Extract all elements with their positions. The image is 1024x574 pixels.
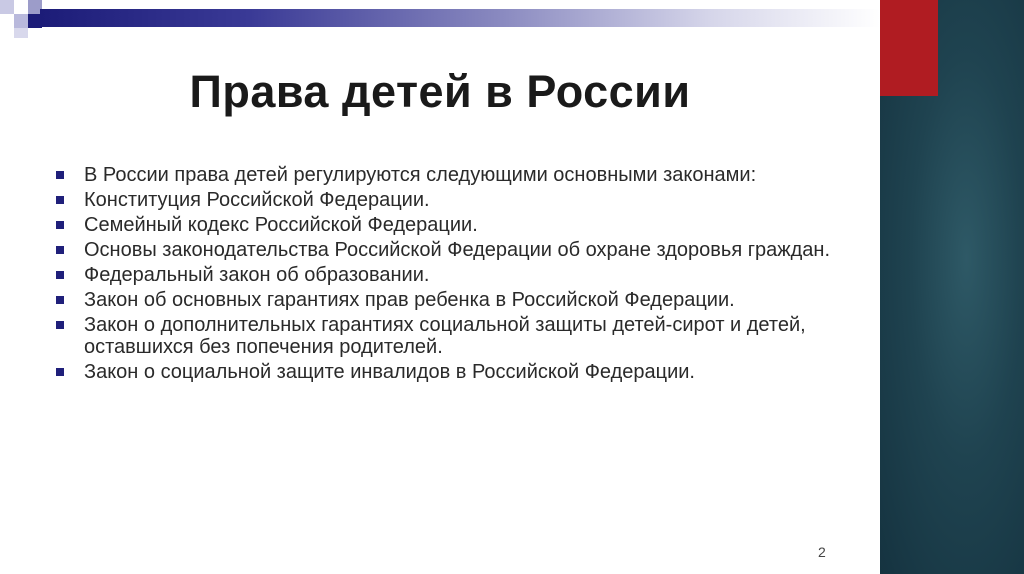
square-bullet-icon xyxy=(56,271,64,279)
header-gradient-bar xyxy=(40,9,880,27)
list-item xyxy=(52,314,832,358)
list-item-text: Конституция Российской Федерации. xyxy=(84,189,430,211)
square-bullet-icon xyxy=(56,171,64,179)
header-decoration xyxy=(0,0,880,38)
square-bullet-icon xyxy=(56,321,64,329)
square-bullet-icon xyxy=(56,196,64,204)
square-bullet-icon xyxy=(56,221,64,229)
list-item-text: Основы законодательства Российской Федерации об охране здоровья граждан. xyxy=(84,239,831,261)
list-item xyxy=(52,214,832,236)
list-item-text: Закон о дополнительных гарантиях социальной защиты детей-сирот и детей, оставшихся без попечения родителей. xyxy=(84,314,806,358)
accent-red-block xyxy=(880,0,938,96)
list-item xyxy=(52,164,832,186)
page-number: 2 xyxy=(818,544,826,560)
list-item xyxy=(52,189,832,211)
list-item-text: Семейный кодекс Российской Федерации. xyxy=(84,214,478,236)
page-title: Права детей в России xyxy=(189,66,691,117)
square-bullet-icon xyxy=(56,246,64,254)
list-item-text: Закон об основных гарантиях прав ребенка в Российской Федерации. xyxy=(84,289,735,311)
list-item xyxy=(52,239,832,261)
list-item xyxy=(52,289,832,311)
list-item-text: В России права детей регулируются следующими основными законами: xyxy=(84,164,757,186)
list-item-text: Федеральный закон об образовании. xyxy=(84,264,430,286)
square-bullet-icon xyxy=(56,368,64,376)
bullet-list xyxy=(52,164,832,386)
list-item xyxy=(52,361,832,383)
list-item xyxy=(52,264,832,286)
list-item-text: Закон о социальной защите инвалидов в Российской Федерации. xyxy=(84,361,695,383)
square-bullet-icon xyxy=(56,296,64,304)
